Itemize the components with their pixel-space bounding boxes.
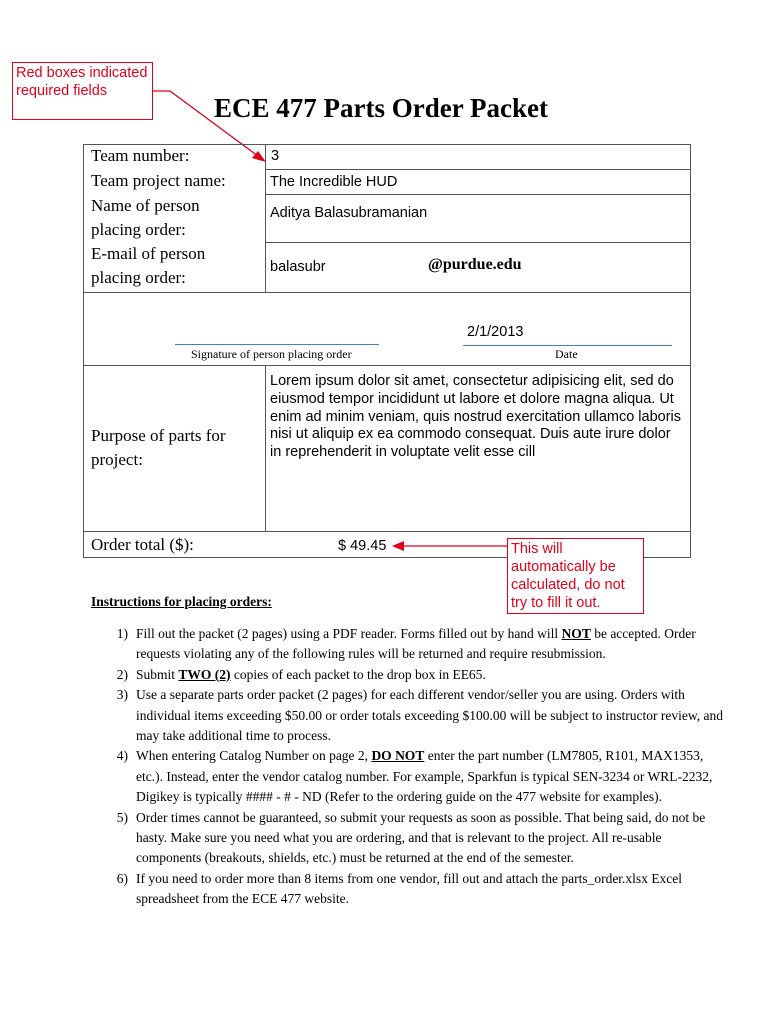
auto-calculated-callout: This will automatically be calculated, do not try to fill it out. <box>507 538 644 614</box>
project-name-field[interactable]: The Incredible HUD <box>270 174 398 190</box>
instruction-item: 6) If you need to order more than 8 items from one vendor, fill out and attach the parts_order.xlsx Excel spreadsheet from the ECE 477 website. <box>116 870 683 907</box>
signature-caption: Signature of person placing order <box>191 347 352 361</box>
date-line <box>463 345 672 346</box>
instructions-heading: Instructions for placing orders: <box>91 594 272 609</box>
total-arrow <box>390 536 510 556</box>
date-caption: Date <box>555 347 578 361</box>
required-fields-callout: Red boxes indicated required fields <box>12 62 153 120</box>
instruction-item: 1) Fill out the packet (2 pages) using a PDF reader. Forms filled out by hand will NOT be accepted. Order requests violating any of the following rules will be returned and require resubmission. <box>116 626 696 662</box>
instruction-item: 2) Submit TWO (2) copies of each packet to the drop box in EE65. <box>116 666 486 682</box>
date-field[interactable]: 2/1/2013 <box>467 324 524 340</box>
person-name-field[interactable]: Aditya Balasubramanian <box>270 205 428 221</box>
page-title: ECE 477 Parts Order Packet <box>214 93 548 123</box>
team-number-field[interactable]: 3 <box>271 148 280 164</box>
project-name-label: Team project name: <box>91 171 226 190</box>
purpose-label: Purpose of parts for project: <box>91 426 226 469</box>
order-total-label: Order total ($): <box>91 535 194 554</box>
instruction-item: 3) Use a separate parts order packet (2 pages) for each different vendor/seller you are using. Orders with individual items exceeding $50.00 or order totals exceeding $100.00 will be subject to instructor review, and may take additional time to process. <box>116 687 723 744</box>
order-total-value: $ 49.45 <box>338 538 387 554</box>
email-user-field[interactable]: balasubr <box>270 259 326 275</box>
instruction-item: 4) When entering Catalog Number on page 2, DO NOT enter the part number (LM7805, R101, MAX1353, etc.). Instead, enter the vendor catalog number. For example, Sparkfun is typical SEN-3234 or WRL-2232, Digikey is typically #### - # - ND (Refer to the ordering guide on the 477 website for examples). <box>116 748 713 805</box>
email-label: E-mail of person placing order: <box>91 244 206 287</box>
instructions-list <box>92 624 726 910</box>
instruction-item: 5) Order times cannot be guaranteed, so submit your requests as soon as possible. That being said, do not be hasty. Make sure you need what you are ordering, and that is relevant to the project. All re-usable components (breakouts, shields, etc.) must be returned at the end of the semester. <box>116 809 706 866</box>
team-number-label: Team number: <box>91 146 190 165</box>
purpose-field[interactable]: Lorem ipsum dolor sit amet, consectetur adipisicing elit, sed do eiusmod tempor incididunt ut labore et dolore magna aliqua. Ut enim ad minim veniam, quis nostrud exercitation ullamco laboris nisi ut aliquip ex ea commodo consequat. Duis aute irure dolor in reprehenderit in voluptate velit esse cill <box>270 373 682 461</box>
email-domain: @purdue.edu <box>428 256 522 273</box>
person-label: Name of person placing order: <box>91 196 200 239</box>
signature-line[interactable] <box>175 344 379 345</box>
